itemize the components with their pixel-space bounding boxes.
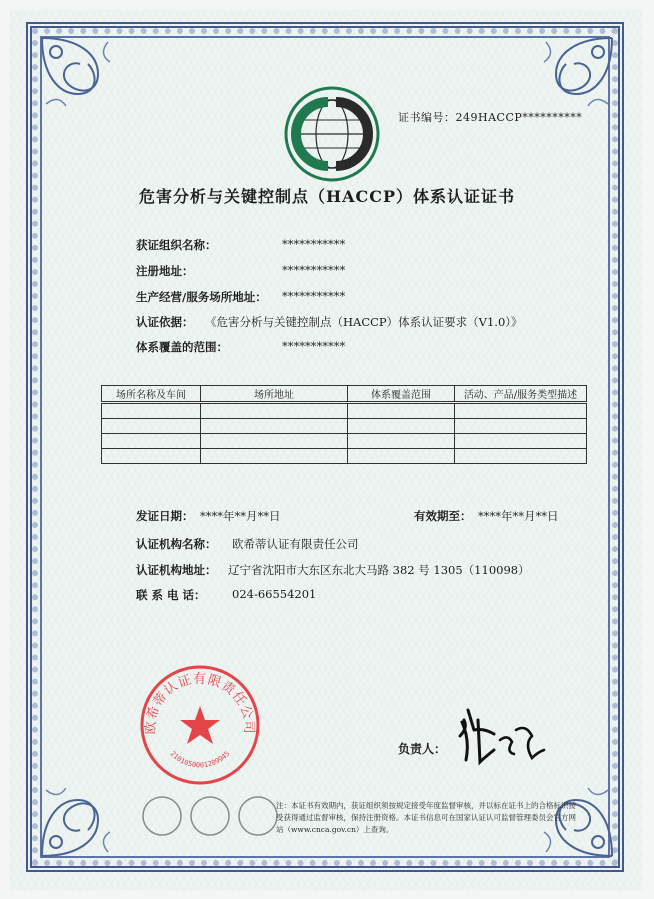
reg-address-label: 注册地址： <box>136 264 194 278</box>
scope-table <box>101 385 587 464</box>
corner-ornament <box>38 770 128 860</box>
issue-date-value: ****年**月**日 <box>200 509 281 523</box>
company-seal-icon <box>137 662 263 788</box>
site-address-label: 生产经营/服务场所地址： <box>136 290 267 304</box>
issuer-phone-value: 024-66554201 <box>232 587 317 601</box>
table-cell <box>455 434 587 449</box>
table-cell <box>102 449 201 464</box>
table-cell <box>348 403 455 419</box>
issuer-address-value: 辽宁省沈阳市大东区东北大马路 382 号 1305（110098） <box>228 563 530 577</box>
certificate-number <box>398 109 582 125</box>
table-row <box>102 419 587 434</box>
table-cell <box>102 403 201 419</box>
table-header-cell: 场所地址 <box>201 386 348 403</box>
table-header-row <box>102 386 587 403</box>
basis-label: 认证依据： <box>136 315 194 329</box>
basis-value: 《危害分析与关键控制点（HACCP）体系认证要求（V1.0）》 <box>205 315 523 329</box>
table-cell <box>455 449 587 464</box>
table-cell <box>201 403 348 419</box>
corner-ornament <box>38 34 128 124</box>
svg-text:2101050001209945: 2101050001209945 <box>168 749 232 770</box>
org-name-value: *********** <box>282 237 346 251</box>
table-cell <box>201 434 348 449</box>
issuer-phone-label: 联 系 电 话： <box>136 588 206 602</box>
certification-logo-icon <box>282 84 382 184</box>
site-address-value: *********** <box>282 289 346 303</box>
org-name-label: 获证组织名称： <box>136 238 217 252</box>
footnote-text: 注：本证书有效期内，获证组织须按规定接受年度监督审核，并以标在证书上的合格标识接受获得通过监督审核，保持注册资格。本证书信息可在国家认证认可监督管理委员会官方网站（www.cnca.gov.cn）上查询。 <box>276 801 576 834</box>
table-cell <box>348 449 455 464</box>
table-cell <box>455 403 587 419</box>
table-cell <box>348 434 455 449</box>
table-cell <box>201 449 348 464</box>
table-cell <box>348 419 455 434</box>
scope-value: *********** <box>282 339 346 353</box>
table-header-cell: 活动、产品/服务类型描述 <box>455 386 587 403</box>
table-header-cell: 场所名称及车间 <box>102 386 201 403</box>
table-cell <box>102 434 201 449</box>
certificate-number-value: 249HACCP********** <box>455 111 583 124</box>
table-row <box>102 434 587 449</box>
table-header-cell: 体系覆盖范围 <box>348 386 455 403</box>
issuer-address-label: 认证机构地址： <box>136 563 217 577</box>
table-cell <box>201 419 348 434</box>
issue-date-label: 发证日期： <box>136 509 194 523</box>
issuer-name-label: 认证机构名称： <box>136 537 217 551</box>
issuer-name-value: 欧希蒂认证有限责任公司 <box>232 537 359 551</box>
responsible-person-label: 负责人： <box>398 742 447 756</box>
table-cell <box>102 419 201 434</box>
certificate-title: 危害分析与关键控制点（HACCP）体系认证证书 <box>138 187 516 206</box>
reg-address-value: *********** <box>282 263 346 277</box>
table-row <box>102 449 587 464</box>
valid-date-label: 有效期至： <box>414 509 472 523</box>
handwritten-signature-icon <box>454 700 546 770</box>
table-row <box>102 403 587 419</box>
accreditation-stamps-icon <box>140 792 280 840</box>
svg-text:欧希蒂认证有限责任公司: 欧希蒂认证有限责任公司 <box>143 672 257 735</box>
scope-label: 体系覆盖的范围： <box>136 340 228 354</box>
valid-date-value: ****年**月**日 <box>478 509 559 523</box>
table-cell <box>455 419 587 434</box>
certificate-number-label: 证书编号： <box>398 111 456 124</box>
